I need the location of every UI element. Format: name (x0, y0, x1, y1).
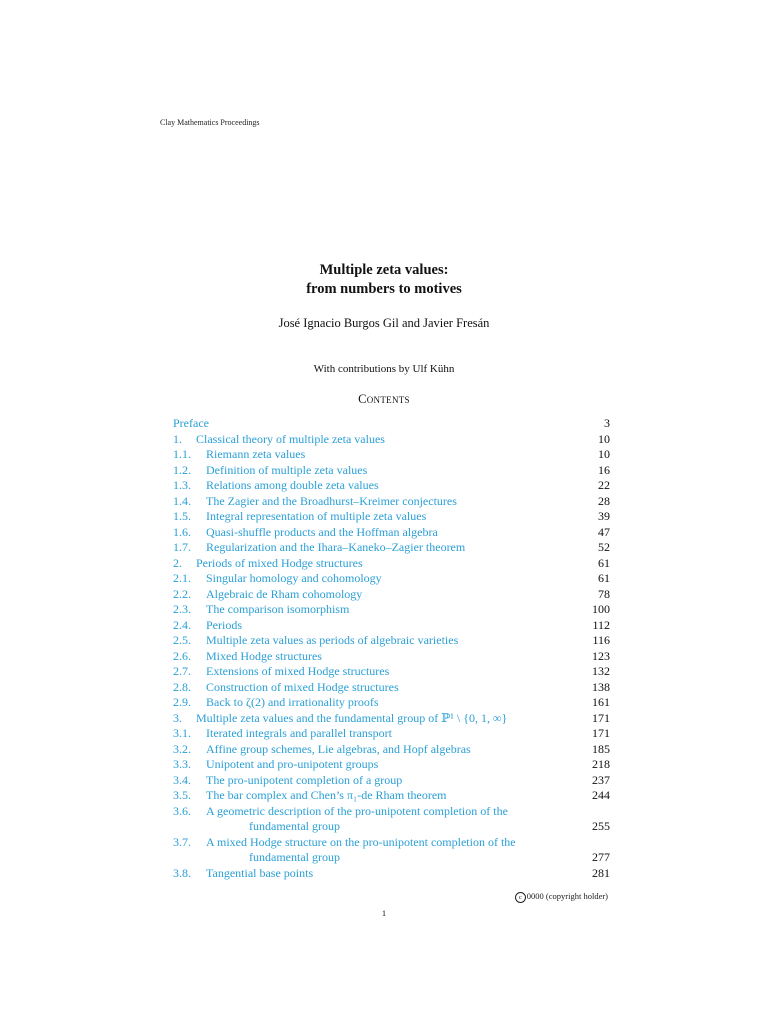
toc-entry-title[interactable]: Classical theory of multiple zeta values (196, 431, 385, 446)
toc-entry-number[interactable]: 1. (173, 431, 182, 446)
copyright-text: 0000 (copyright holder) (526, 891, 608, 901)
series-name: Clay Mathematics Proceedings (160, 118, 260, 127)
toc-entry-number[interactable]: 2.8. (173, 679, 191, 694)
toc-entry-title[interactable]: Integral representation of multiple zeta values (206, 509, 427, 523)
toc-entry-number[interactable]: 2.9. (173, 695, 191, 709)
toc-entry-number[interactable]: 1.1. (173, 447, 191, 461)
toc-entry-page: 61 (598, 571, 610, 585)
toc-entry-page: 10 (598, 431, 610, 446)
toc-entry-title[interactable]: Mixed Hodge structures (206, 648, 322, 663)
toc-entry-page: 171 (592, 726, 610, 740)
toc-entry[interactable] (173, 680, 610, 696)
toc-entry-page: 22 (598, 478, 610, 492)
toc-entry[interactable] (173, 478, 610, 494)
toc-entry-number[interactable]: 3.1. (173, 726, 191, 740)
toc-entry-page: 161 (592, 695, 610, 709)
toc-entry-link[interactable] (173, 416, 209, 432)
toc-entry[interactable] (173, 757, 610, 773)
toc-entry[interactable] (173, 463, 610, 479)
toc-entry-page: 16 (598, 462, 610, 477)
toc-entry[interactable] (173, 649, 610, 665)
toc-entry-page: 52 (598, 540, 610, 554)
toc-entry-page: 78 (598, 586, 610, 601)
toc-entry-page: 61 (598, 555, 610, 570)
toc-entry-link[interactable] (206, 463, 367, 479)
toc-entry-page: 185 (592, 741, 610, 756)
toc-entry-title[interactable]: Affine group schemes, Lie algebras, and Hopf algebras (206, 741, 471, 756)
toc-entry-title[interactable]: Algebraic de Rham cohomology (206, 586, 363, 601)
toc-entry-number[interactable]: 2.3. (173, 602, 191, 616)
toc-entry-number[interactable]: 1.6. (173, 524, 191, 539)
toc-entry-link[interactable] (206, 540, 465, 556)
toc-entry-link[interactable] (206, 773, 402, 789)
toc-entry-title[interactable]: Riemann zeta values (206, 447, 306, 461)
toc-entry[interactable] (173, 664, 610, 680)
copyright-icon: c (515, 892, 526, 903)
toc-entry-link[interactable] (206, 478, 379, 494)
toc-entry[interactable] (173, 633, 610, 649)
toc-entry-title[interactable]: Construction of mixed Hodge structures (206, 679, 399, 694)
toc-entry-title[interactable]: Quasi-shuffle products and the Hoffman algebra (206, 524, 438, 539)
toc-entry[interactable] (173, 525, 610, 541)
toc-entry-number[interactable]: 3. (173, 710, 182, 725)
toc-entry-link[interactable] (196, 711, 507, 727)
table-of-contents (173, 416, 610, 881)
toc-entry-link[interactable] (206, 664, 389, 680)
toc-entry-number[interactable]: 2.4. (173, 617, 191, 632)
toc-entry-number[interactable]: 1.7. (173, 540, 191, 554)
toc-entry-title-continuation[interactable]: fundamental group (249, 819, 340, 833)
toc-entry-title[interactable]: The Zagier and the Broadhurst–Kreimer conjectures (206, 493, 457, 508)
toc-entry-link[interactable] (196, 556, 363, 572)
toc-entry-title[interactable]: Multiple zeta values as periods of algebraic varieties (206, 633, 459, 647)
toc-entry-page: 138 (592, 679, 610, 694)
toc-entry-page: 100 (592, 602, 610, 616)
toc-entry[interactable] (173, 695, 610, 711)
toc-entry-number[interactable]: 1.2. (173, 462, 191, 477)
toc-entry-link[interactable] (206, 494, 457, 510)
toc-entry[interactable] (173, 618, 610, 634)
toc-entry-page: 123 (592, 648, 610, 663)
toc-entry-title[interactable]: A geometric description of the pro-unipotent completion of the (206, 803, 508, 818)
toc-entry-number[interactable]: 3.8. (173, 865, 191, 880)
toc-entry[interactable] (173, 447, 610, 463)
toc-entry-number[interactable]: 3.6. (173, 803, 191, 818)
toc-entry-title[interactable]: Periods of mixed Hodge structures (196, 555, 363, 570)
copyright-notice (515, 891, 608, 903)
toc-entry-link[interactable] (206, 618, 242, 634)
toc-entry-link[interactable] (206, 602, 349, 618)
page-number: 1 (381, 908, 387, 918)
toc-entry-title[interactable]: Multiple zeta values and the fundamental group of ℙ¹ \ {0, 1, ∞} (196, 710, 508, 725)
toc-entry-title[interactable]: The bar complex and Chen’s π₁-de Rham theorem (206, 788, 447, 802)
toc-entry-page: 244 (592, 788, 610, 802)
toc-entry-title-continuation[interactable]: fundamental group (249, 850, 340, 864)
toc-entry-title[interactable]: Singular homology and cohomology (206, 571, 382, 585)
toc-entry-title[interactable]: The pro-unipotent completion of a group (206, 772, 403, 787)
toc-entry-link[interactable] (206, 525, 438, 541)
toc-entry-page: 255 (592, 819, 610, 833)
toc-entry-number[interactable]: 2.5. (173, 633, 191, 647)
toc-entry-number[interactable]: 2. (173, 555, 182, 570)
toc-entry-link[interactable] (206, 649, 322, 665)
toc-entry[interactable] (173, 742, 610, 758)
toc-entry-title[interactable]: Unipotent and pro-unipotent groups (206, 757, 379, 771)
toc-entry[interactable] (173, 416, 610, 432)
toc-entry-page: 116 (592, 633, 610, 647)
toc-entry-link[interactable] (206, 509, 426, 525)
contributions-note: With contributions by Ulf Kühn (313, 363, 455, 375)
toc-entry-link[interactable] (206, 835, 566, 866)
toc-entry[interactable] (173, 571, 610, 587)
toc-entry[interactable] (173, 556, 610, 572)
toc-entry-link[interactable] (206, 633, 458, 649)
contents-heading: Contents (358, 392, 410, 406)
toc-entry-link[interactable] (206, 447, 305, 463)
toc-entry-title[interactable]: Iterated integrals and parallel transport (206, 726, 392, 740)
toc-entry[interactable] (173, 711, 610, 727)
toc-entry-number[interactable]: 3.4. (173, 772, 191, 787)
toc-entry-page: 47 (598, 524, 610, 539)
toc-entry-title[interactable]: The comparison isomorphism (206, 602, 350, 616)
toc-entry[interactable] (173, 509, 610, 525)
toc-entry-number[interactable]: 3.3. (173, 757, 191, 771)
toc-entry[interactable] (173, 788, 610, 804)
toc-entry-title[interactable]: Relations among double zeta values (206, 478, 379, 492)
toc-entry[interactable] (173, 726, 610, 742)
toc-entry-link[interactable] (206, 571, 382, 587)
toc-entry-page: 3 (604, 416, 610, 430)
toc-entry-page: 277 (592, 850, 610, 864)
toc-entry[interactable] (173, 773, 610, 789)
toc-entry[interactable] (173, 602, 610, 618)
toc-entry-link[interactable] (206, 757, 378, 773)
toc-entry-number[interactable]: 1.5. (173, 509, 191, 523)
toc-entry-link[interactable] (206, 788, 447, 804)
toc-entry-number[interactable]: 1.3. (173, 478, 191, 492)
toc-entry-link[interactable] (196, 432, 385, 448)
toc-entry[interactable] (173, 432, 610, 448)
toc-entry-title[interactable]: A mixed Hodge structure on the pro-unipotent completion of the (206, 834, 516, 849)
toc-entry[interactable] (173, 866, 610, 882)
toc-entry-page: 171 (592, 710, 610, 725)
toc-entry-link[interactable] (206, 866, 313, 882)
toc-entry-page: 237 (592, 772, 610, 787)
paper-title (0, 261, 768, 299)
title-line-2: from numbers to motives (306, 281, 462, 297)
toc-entry-number[interactable]: 2.1. (173, 571, 191, 585)
toc-entry-page: 281 (592, 865, 610, 880)
toc-entry-link[interactable] (206, 726, 392, 742)
toc-entry-number[interactable]: 3.5. (173, 788, 191, 802)
toc-entry-title[interactable]: Preface (173, 416, 209, 430)
toc-entry-number[interactable]: 2.6. (173, 648, 191, 663)
toc-entry-link[interactable] (206, 680, 399, 696)
toc-entry-page: 112 (592, 617, 610, 632)
toc-entry-page: 39 (598, 509, 610, 523)
toc-entry-link[interactable] (206, 587, 362, 603)
toc-entry-link[interactable] (206, 804, 566, 835)
toc-entry-link[interactable] (206, 742, 471, 758)
toc-entry-page: 218 (592, 757, 610, 771)
toc-entry-title[interactable]: Back to ζ(2) and irrationality proofs (206, 695, 379, 709)
toc-entry[interactable] (173, 587, 610, 603)
title-line-1: Multiple zeta values: (319, 262, 449, 278)
toc-entry-number[interactable]: 2.7. (173, 664, 191, 678)
toc-entry[interactable] (173, 540, 610, 556)
toc-entry-title[interactable]: Definition of multiple zeta values (206, 462, 368, 477)
toc-entry-title[interactable]: Extensions of mixed Hodge structures (206, 664, 390, 678)
toc-entry-page: 10 (598, 447, 610, 461)
toc-entry-number[interactable]: 3.2. (173, 741, 191, 756)
toc-entry-page: 132 (592, 664, 610, 678)
toc-entry-link[interactable] (206, 695, 379, 711)
toc-entry[interactable] (173, 494, 610, 510)
toc-entry-number[interactable]: 1.4. (173, 493, 191, 508)
toc-entry-title[interactable]: Regularization and the Ihara–Kaneko–Zagier theorem (206, 540, 466, 554)
toc-entry-number[interactable]: 2.2. (173, 586, 191, 601)
toc-entry-number[interactable]: 3.7. (173, 834, 191, 849)
toc-entry[interactable] (173, 804, 610, 835)
authors: José Ignacio Burgos Gil and Javier Fresán (278, 316, 490, 330)
toc-entry-page: 28 (598, 493, 610, 508)
toc-entry-title[interactable]: Tangential base points (206, 865, 314, 880)
toc-entry[interactable] (173, 835, 610, 866)
toc-entry-title[interactable]: Periods (206, 617, 242, 632)
